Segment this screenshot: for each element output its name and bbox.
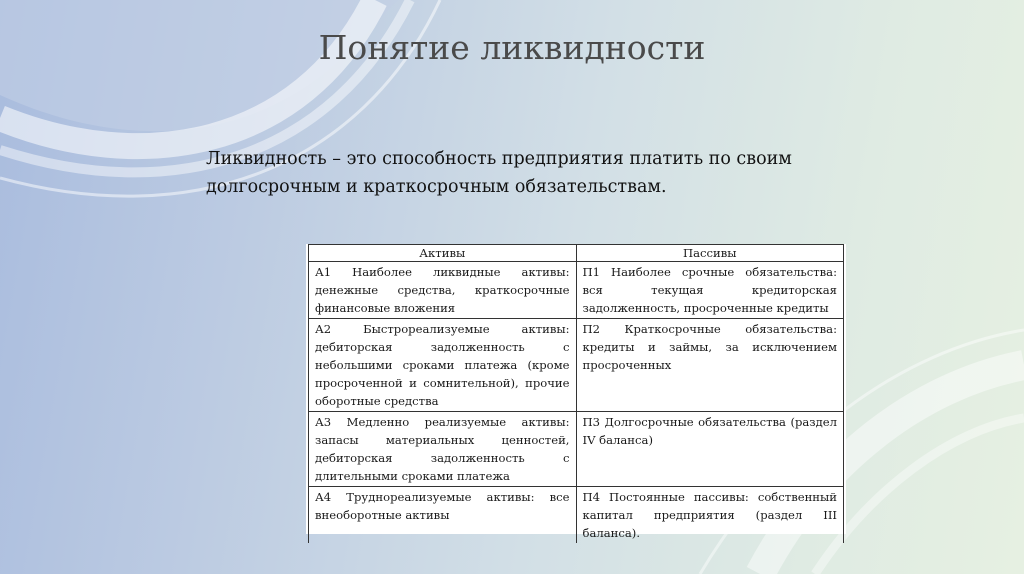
table-row <box>309 412 844 487</box>
table-header-row <box>309 245 844 262</box>
page-title: Понятие ликвидности <box>318 28 706 67</box>
header-assets: Активы <box>309 245 577 262</box>
cell-liabilities-p3: П3 Долгосрочные обязательства (раздел IV баланса) <box>576 412 844 487</box>
definition-line-2: долгосрочным и краткосрочным обязательствам. <box>206 177 667 197</box>
header-liabilities: Пассивы <box>576 245 844 262</box>
cell-assets-a2: А2 Быстрореализуемые активы: дебиторская задолженность с небольшими сроками платежа (кроме просроченной и сомнительной), прочие оборотные средства <box>309 319 577 412</box>
cell-assets-a1: А1 Наиболее ликвидные активы: денежные средства, краткосрочные финансовые вложения <box>309 262 577 319</box>
cell-assets-a4: А4 Труднореализуемые активы: все внеоборотные активы <box>309 487 577 544</box>
cell-assets-a3: А3 Медленно реализуемые активы: запасы материальных ценностей, дебиторская задолженность с длительными сроками платежа <box>309 412 577 487</box>
definition-text <box>206 145 926 201</box>
liquidity-table <box>308 244 844 543</box>
table-row <box>309 262 844 319</box>
liquidity-table-container <box>306 244 846 540</box>
table-row <box>309 487 844 544</box>
definition-line-1: Ликвидность – это способность предприятия платить по своим <box>206 149 792 169</box>
cell-liabilities-p4: П4 Постоянные пассивы: собственный капитал предприятия (раздел III баланса). <box>576 487 844 544</box>
cell-liabilities-p2: П2 Краткосрочные обязательства: кредиты и займы, за исключением просроченных <box>576 319 844 412</box>
cell-liabilities-p1: П1 Наиболее срочные обязательства: вся текущая кредиторская задолженность, просроченные кредиты <box>576 262 844 319</box>
table-row <box>309 319 844 412</box>
